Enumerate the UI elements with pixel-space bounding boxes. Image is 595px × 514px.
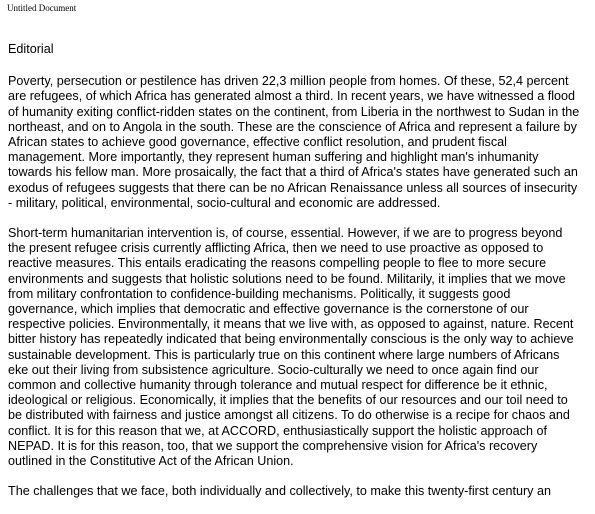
text-line: of humanity exiting conflict-ridden states on the continent, from Liberia in the northwest to Sudan in the [8, 104, 580, 119]
text-line: conflict. It is for this reason that we, at ACCORD, enthusiastically support the holistic approach of [8, 423, 547, 438]
paragraph-1 [8, 74, 595, 211]
paragraph-3 [8, 484, 595, 499]
text-line: are refugees, of which Africa has generated almost a third. In recent years, we have witnessed a flood [8, 89, 576, 104]
text-line: eke out their living from subsistence agriculture. Socio-culturally we need to once again find our [8, 362, 539, 377]
text-line: exodus of refugees suggests that there can be no African Renaissance unless all sources of insecurity [8, 180, 578, 195]
text-line: outlined in the Constitutive Act of the African Union. [8, 454, 294, 469]
text-line: towards his fellow man. More prosaically, the fact that a third of Africa's states have generated such an [8, 165, 578, 180]
editorial-heading: Editorial [8, 42, 54, 56]
document-body [8, 42, 595, 514]
text-line: Short-term humanitarian intervention is, of course, essential. However, if we are to progress beyond [8, 226, 563, 241]
text-line: ideological or religious. Economically, it implies that the benefits of our resources and our toil need to [8, 393, 568, 408]
text-line: bitter history has repeatedly indicated that being environmentally conscious is the only way to achieve [8, 332, 574, 347]
document-title: Untitled Document [7, 3, 77, 13]
text-line: be distributed with fairness and justice amongst all citizens. To do otherwise is a recipe for chaos and [8, 408, 570, 423]
paragraph-2 [8, 226, 595, 469]
text-line: governance, which implies that democratic and effective governance is the cornerstone of our [8, 302, 529, 317]
text-line: the present refugee crisis currently afflicting Africa, then we need to use proactive as opposed to [8, 241, 544, 256]
text-line: African states to achieve good governance, effective conflict resolution, and prudent fiscal [8, 135, 507, 150]
text-line: northeast, and on to Angola in the south. These are the conscience of Africa and represent a failure by [8, 119, 577, 134]
text-line: sustainable development. This is particularly true on this continent where large numbers of Africans [8, 347, 560, 362]
text-line: respective policies. Environmentally, it means that we live with, as opposed to against, nature. Recent [8, 317, 574, 332]
text-line: The challenges that we face, both individually and collectively, to make this twenty-first century an [8, 484, 551, 499]
text-line: common and collective humanity through tolerance and mutual respect for difference be it ethnic, [8, 378, 548, 393]
text-line: Poverty, persecution or pestilence has driven 22,3 million people from homes. Of these, 52,4 percent [8, 74, 569, 89]
text-line: NEPAD. It is for this reason, too, that we support the comprehensive vision for Africa's recovery [8, 438, 538, 453]
text-line: from military confrontation to confidence-building mechanisms. Politically, it suggests good [8, 286, 511, 301]
text-line: environments and suggests that holistic solutions need to be found. Militarily, it implies that we move [8, 271, 566, 286]
text-line: - military, political, environmental, socio-cultural and economic are addressed. [8, 195, 441, 210]
text-line: reactive measures. This entails eradicating the reasons compelling people to flee to more secure [8, 256, 547, 271]
text-line: management. More importantly, they represent human suffering and highlight man's inhumanity [8, 150, 539, 165]
